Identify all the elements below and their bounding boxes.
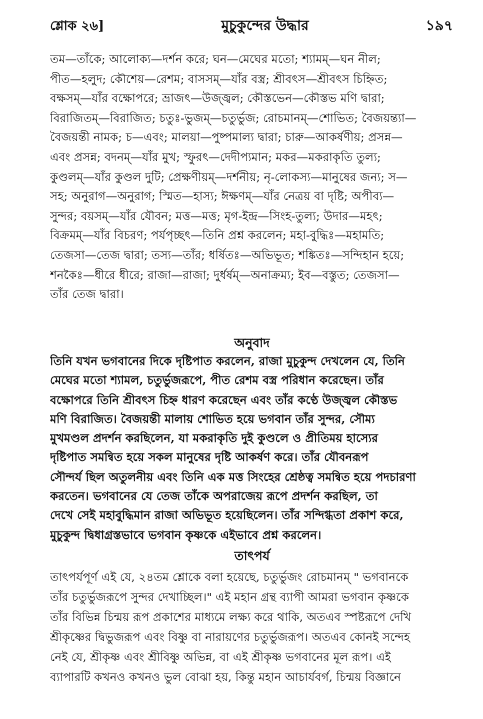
translation-line: মেঘের মতো শ্যামল, চতুর্ভুজরূপে, পীত রেশম বস্ত্র পরিধান করেছেন। তাঁর (50, 373, 384, 388)
page-number: ১৯৭ (425, 18, 453, 34)
purport-line: ব্যাপারটি কখনও কখনও ভুল বোঝা হয়, কিন্তু মহান আচার্যবর্গ, চিন্ময় বিজ্ঞানে (50, 670, 401, 684)
synonyms-line: বিরাজিতম্—বিরাজিত; চতুঃ-ভুজম্—চতুর্ভুজ; রোচমানম্—শোভিত; বৈজয়ন্ত্যা— (50, 110, 417, 125)
synonyms-line: বৈজয়ন্তী নামক; চ—এবং; মালয়া—পুষ্পমাল্য দ্বারা; চারু—আকর্ষণীয়; প্রসন্ন— (50, 130, 403, 145)
translation-line: মুখমণ্ডল প্রদর্শন করছিলেন, যা মকরাকৃতি দুই কুণ্ডলে ও প্রীতিময় হাস্যের (50, 431, 379, 446)
translation-heading: অনুবাদ (234, 335, 270, 350)
purport-line: তাৎপর্যপূর্ণ এই যে, ২৪তম শ্লোকে বলা হয়েছে, চতুর্ভুজং রোচমানম্ " ভগবানকে (50, 570, 409, 584)
translation-line: মুচুকুন্দ দ্বিধাগ্রস্তভাবে ভগবান কৃষ্ণকে এইভাবে প্রশ্ন করলেন। (50, 527, 322, 542)
synonyms-line: বিক্রমম্—যাঁর বিচরণ; পর্যপৃচ্ছৎ—তিনি প্রশ্ন করলেন; মহা-বুদ্ধিঃ—মহামতি; (50, 228, 385, 243)
synonyms-line: শনকৈঃ—ধীরে ধীরে; রাজা—রাজা; দুর্ধর্ষম্—অনাক্রম্য; ইব—বস্তুত; তেজসা— (50, 267, 400, 282)
synonyms-line: সুন্দর; বয়সম্—যাঁর যৌবন; মত্ত—মত্ত; মৃগ-ইন্দ্র—সিংহ-তুল্য; উদার—মহৎ; (50, 208, 383, 223)
synonyms-line: তম—তাঁকে; আলোক্য—দর্শন করে; ঘন—মেঘের মতো; শ্যামম্—ঘন নীল; (50, 52, 381, 66)
synonyms-line: পীত—হলুদ; কৌশেয়—রেশম; বাসসম্—যাঁর বস্ত্র; শ্রীবৎস—শ্রীবৎস চিহ্নিত; (50, 71, 388, 86)
purport-line: তাঁর চতুর্ভুজরূপে সুন্দর দেখাচ্ছিল।" এই মহান গ্রন্থ ব্যাপী আমরা ভগবান কৃষ্ণকে (50, 590, 409, 604)
translation-line: তিনি যখন ভগবানের দিকে দৃষ্টিপাত করলেন, রাজা মুচুকুন্দ দেখলেন যে, তিনি (50, 354, 405, 368)
translation-section (50, 352, 454, 545)
translation-line: দেখে সেই মহাবুদ্ধিমান রাজা অভিভূত হয়েছিলেন। তাঁর সন্দিগ্ধতা প্রকাশ করে, (50, 508, 404, 523)
page-header (50, 14, 453, 40)
purport-line: শ্রীকৃষ্ণের দ্বিভুজরূপ এবং বিষ্ণু বা নারায়ণের চতুর্ভুজরূপ। অতএব কোনই সন্দেহ (50, 630, 411, 644)
purport-line: তাঁর বিভিন্ন চিন্ময় রূপ প্রকাশের মাধ্যমে লক্ষ্য করে থাকি, অতএব স্পষ্টরূপে দেখি (50, 610, 412, 624)
chapter-title: মুচুকুন্দের উদ্ধার (221, 18, 309, 34)
purport-line: নেই যে, শ্রীকৃষ্ণ এবং শ্রীবিষ্ণু অভিন্ন, বা এই শ্রীকৃষ্ণ ভগবানের মূল রূপ। এই (50, 650, 391, 664)
translation-line: দৃষ্টিপাত সমন্বিত হয়ে সকল মানুষের দৃষ্টি আকর্ষণ করে। তাঁর যৌবনরূপ (50, 450, 369, 465)
synonyms-line: বক্ষসম্—যাঁর বক্ষোপরে; ভ্রাজৎ—উজ্জ্বল; কৌস্তভেন—কৌস্তভ মণি দ্বারা; (50, 91, 385, 106)
synonyms-line: কুণ্ডলম্—যাঁর কুণ্ডল দুটি; প্রেক্ষণীয়ম্—দর্শনীয়; নৃ-লোকস্য—মানুষের জন্য; স— (50, 169, 408, 184)
synonyms-line: তাঁর তেজ দ্বারা। (50, 287, 124, 302)
translation-line: সৌন্দর্য ছিল অতুলনীয় এবং তিনি এক মত্ত সিংহের শ্রেষ্ঠত্ব সমন্বিত হয়ে পদচারণা (50, 469, 416, 484)
purport-heading: তাৎপর্য (234, 548, 270, 563)
synonyms-section (50, 50, 454, 305)
synonyms-line: তেজসা—তেজ দ্বারা; তস্য—তাঁর; ধর্ষিতঃ—অভিভূত; শঙ্কিতঃ—সন্দিহান হয়ে; (50, 247, 405, 262)
purport-section (50, 567, 454, 687)
translation-line: মণি বিরাজিত। বৈজয়ন্তী মালায় শোভিত হয়ে ভগবান তাঁর সুন্দর, সৌম্য (50, 411, 375, 426)
synonyms-line: এবং প্রসন্ন; বদনম্—যাঁর মুখ; স্ফুরৎ—দেদীপ্যমান; মকর—মকরাকৃতি তুল্য; (50, 149, 381, 164)
translation-line: করতেন। ভগবানের যে তেজ তাঁকে অপরাজেয় রূপে প্রদর্শন করছিল, তা (50, 489, 378, 504)
verse-label: শ্লোক ২৬] (50, 19, 105, 34)
synonyms-line: সহ; অনুরাগ—অনুরাগ; স্মিত—হাস্য; ঈক্ষণম্—যাঁর নেত্রয় বা দৃষ্টি; অপীব্য— (50, 189, 395, 204)
translation-line: বক্ষোপরে তিনি শ্রীবৎস চিহ্ন ধারণ করেছেন এবং তাঁর কণ্ঠে উজ্জ্বল কৌস্তভ (50, 392, 398, 407)
